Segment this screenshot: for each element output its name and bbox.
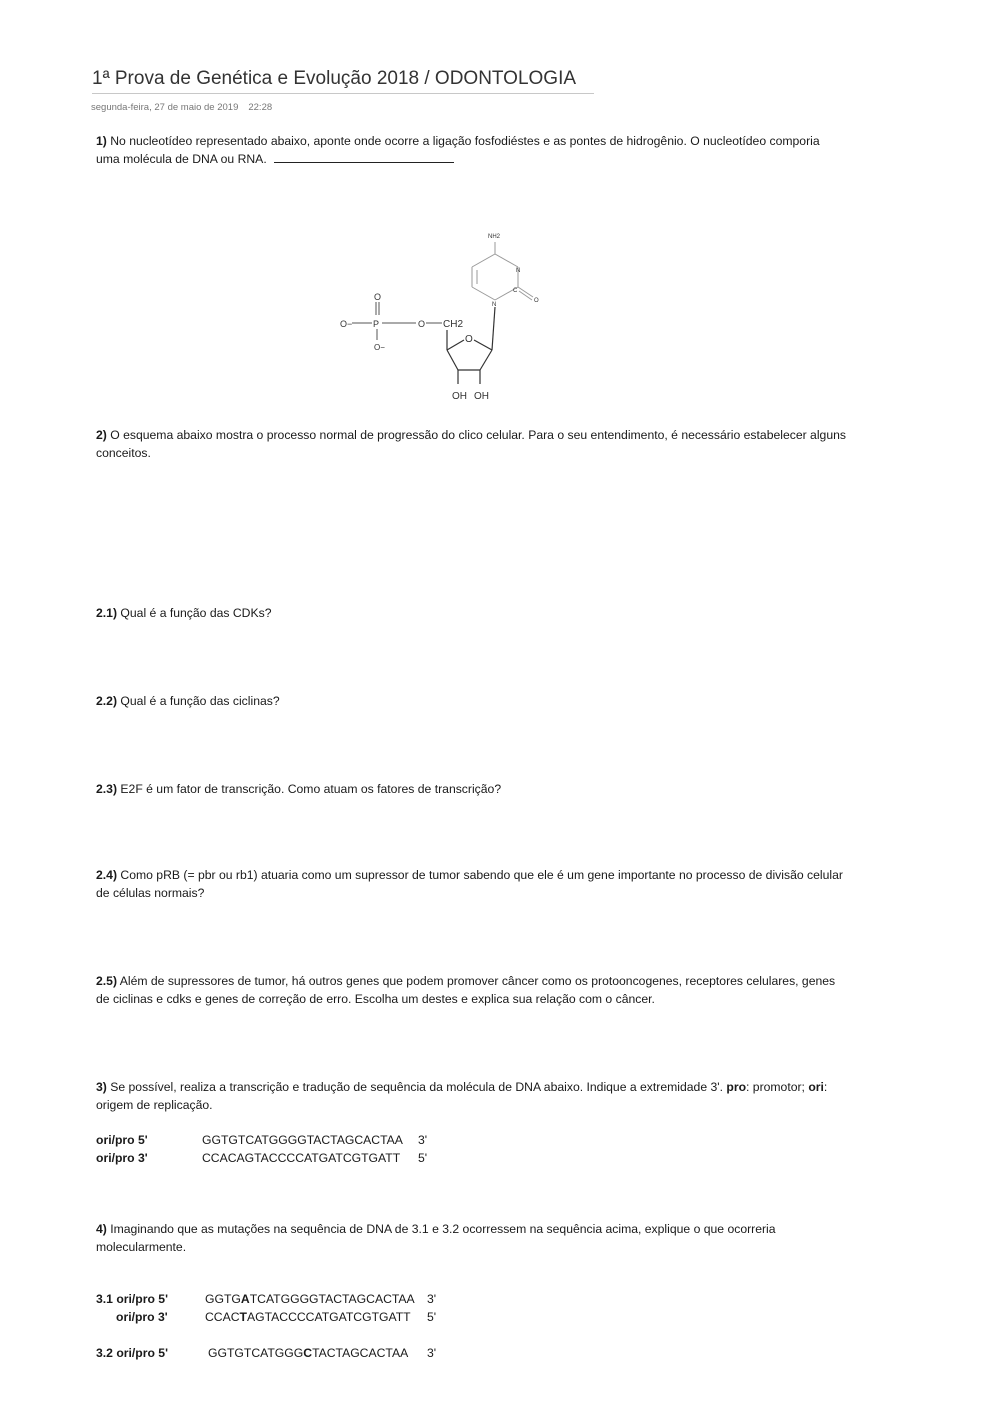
question-4 <box>96 1220 846 1256</box>
phosphate-oxygen-left-label: O− <box>340 319 353 329</box>
pro-definition: : promotor; <box>746 1080 805 1094</box>
question-2 <box>96 426 846 462</box>
question-number: 2.3) <box>96 782 118 796</box>
strand-label: ori/pro 3' <box>96 1151 148 1165</box>
question-text: Além de supressores de tumor, há outros genes que podem promover câncer como os protooncogenes, receptores celulares, genes de ciclinas e cdks e genes de correção de erro. Escolha um destes e explica sua relação com o câncer. <box>96 974 836 1006</box>
mutation-3-1-label: 3.1 ori/pro 5' <box>96 1292 168 1306</box>
mutation-3-2-label: 3.2 ori/pro 5' <box>96 1346 168 1360</box>
question-text: O esquema abaixo mostra o processo normal de progressão do clico celular. Para o seu entendimento, é necessário estabelecer alguns conceitos. <box>96 428 846 460</box>
date-text: segunda-feira, 27 de maio de 2019 <box>91 102 239 113</box>
question-text: E2F é um fator de transcrição. Como atuam os fatores de transcrição? <box>120 782 502 796</box>
ori-definition: : origem de replicação. <box>96 1080 828 1112</box>
strand-sequence: GGTGTCATGGGGTACTAGCACTAA <box>202 1133 403 1147</box>
answer-blank[interactable] <box>274 150 454 163</box>
question-text: Qual é a função das ciclinas? <box>120 694 280 708</box>
pro-abbreviation: pro <box>726 1080 747 1094</box>
strand-end: 3' <box>427 1346 437 1360</box>
ori-abbreviation: ori <box>808 1080 824 1094</box>
mutation-sequences <box>0 1290 1000 1370</box>
mutated-base: A <box>240 1292 250 1306</box>
mutated-base: T <box>239 1310 247 1324</box>
phosphorus-label: P <box>373 319 380 329</box>
page-title: 1ª Prova de Genética e Evolução 2018 / ODONTOLOGIA <box>92 68 577 89</box>
title-divider <box>92 93 594 94</box>
strand-end: 3' <box>418 1133 428 1147</box>
question-text: Como pRB (= pbr ou rb1) atuaria como um supressor de tumor sabendo que ele é um gene importante no processo de divisão celular de células normais? <box>96 868 843 900</box>
question-number: 2.2) <box>96 694 118 708</box>
question-2-5 <box>96 972 846 1008</box>
strand-end: 5' <box>427 1310 437 1324</box>
question-number: 2.5) <box>96 974 118 988</box>
question-number: 3) <box>96 1080 107 1094</box>
nucleotide-structure-figure <box>330 222 570 407</box>
glycosidic-nitrogen-label: N <box>492 302 497 308</box>
strand-end: 5' <box>418 1151 428 1165</box>
question-text: No nucleotídeo representado abaixo, aponte onde ocorre a ligação fosfodiéstes e as pontes de hidrogênio. O nucleotídeo comporia uma molécula de DNA ou RNA. <box>96 134 820 166</box>
carbon-label: C <box>513 288 518 294</box>
question-text: Imaginando que as mutações na sequência de DNA de 3.1 e 3.2 ocorressem na sequência acima, explique o que ocorreria molecularmente. <box>96 1222 776 1254</box>
page-date <box>91 102 272 113</box>
mutation-3-2-sequence: GGTGTCATGGGCTACTAGCACTAA <box>208 1346 409 1360</box>
amino-group-label: NH2 <box>488 234 501 240</box>
question-1 <box>96 132 846 168</box>
question-2-3 <box>96 780 846 798</box>
question-2-2 <box>96 692 846 710</box>
question-2-4 <box>96 866 846 902</box>
question-2-1 <box>96 604 846 622</box>
question-text: Se possível, realiza a transcrição e tradução de sequência da molécula de DNA abaixo. Indique a extremidade 3'. <box>110 1080 723 1094</box>
hydroxyl-2-label: OH <box>452 391 467 402</box>
mutated-base: C <box>303 1346 313 1360</box>
question-number: 2) <box>96 428 107 442</box>
phosphate-oxygen-bottom-label: O− <box>374 343 385 352</box>
question-number: 2.4) <box>96 868 118 882</box>
question-number: 2.1) <box>96 606 118 620</box>
ester-oxygen-label: O <box>418 319 426 329</box>
hydroxyl-3-label: OH <box>474 391 489 402</box>
strand-sequence: CCACAGTACCCCATGATCGTGATT <box>202 1151 401 1165</box>
question-number: 4) <box>96 1222 107 1236</box>
mutation-3-1-sequence: GGTGATCATGGGGTACTAGCACTAA <box>205 1292 415 1306</box>
ring-nitrogen-label: N <box>516 268 521 274</box>
phosphate-oxygen-top-label: O <box>374 292 382 302</box>
question-3 <box>96 1078 846 1114</box>
dna-sequence-block <box>0 1131 1000 1171</box>
strand-label: ori/pro 5' <box>96 1133 148 1147</box>
question-number: 1) <box>96 134 107 148</box>
ribose-oxygen-label: O <box>465 334 473 345</box>
ch2-label: CH2 <box>443 319 464 330</box>
mutation-3-1-complement-sequence: CCACTAGTACCCCATGATCGTGATT <box>205 1310 411 1324</box>
mutation-3-1-complement-label: ori/pro 3' <box>116 1310 168 1324</box>
time-text: 22:28 <box>248 102 273 113</box>
strand-end: 3' <box>427 1292 437 1306</box>
question-text: Qual é a função das CDKs? <box>120 606 272 620</box>
keto-oxygen-label: O <box>534 298 539 304</box>
